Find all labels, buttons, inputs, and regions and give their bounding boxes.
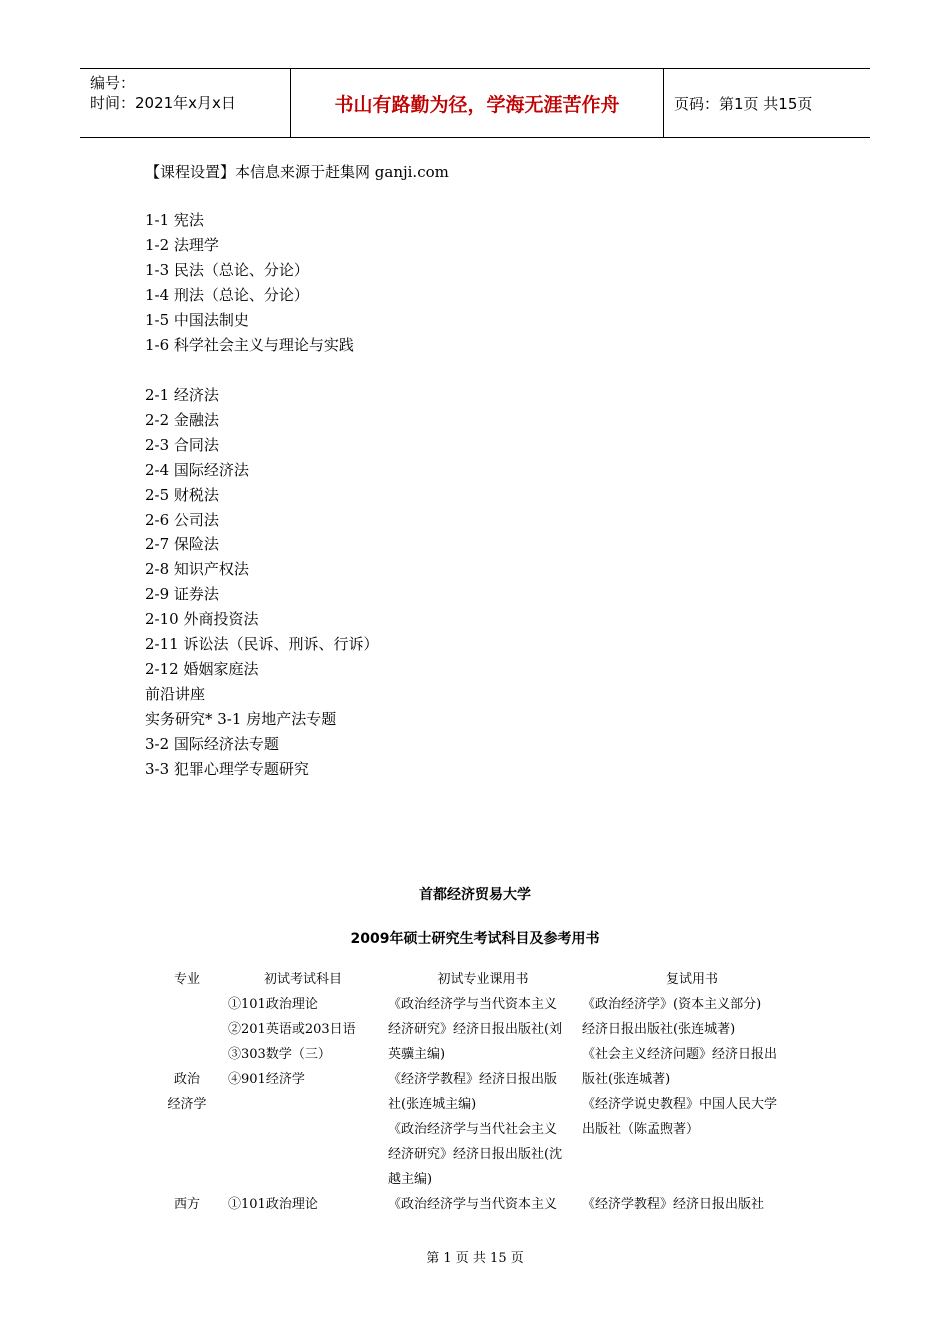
- list-item: 1-1 宪法: [145, 211, 204, 229]
- course-list-1: [145, 208, 354, 357]
- retest-cell: 《政治经济学》(资本主义部分) 经济日报出版社(张连城著) 《社会主义经济问题》经济日报出 版社(张连城著) 《经济学说史教程》中国人民大学 出版社（陈孟煦著）: [582, 997, 778, 1137]
- retest-cell: 《经济学教程》经济日报出版社: [582, 1197, 765, 1212]
- list-item: 2-6 公司法: [145, 510, 219, 529]
- list-item: 2-2 金融法: [145, 410, 219, 429]
- header-motto: 书山有路勤为径，学海无涯苦作舟: [291, 69, 664, 137]
- page-footer: 第 1 页 共 15 页: [426, 1251, 524, 1266]
- major-cell: 西方: [173, 1197, 200, 1212]
- list-item: 2-4 国际经济法: [145, 460, 249, 479]
- major-cell: 政治 经济学: [167, 1072, 207, 1112]
- list-item: 2-8 知识产权法: [145, 560, 249, 579]
- list-item: 2-5 财税法: [145, 485, 219, 504]
- exam-cell: ①101政治理论 ②201英语或203日语 ③303数学（三） ④901经济学: [228, 997, 356, 1087]
- list-item: 1-6 科学社会主义与理论与实践: [145, 335, 354, 354]
- list-item: 2-1 经济法: [145, 386, 219, 404]
- list-item: 1-3 民法（总论、分论）: [145, 260, 309, 279]
- list-item: 实务研究* 3-1 房地产法专题: [145, 709, 337, 728]
- intro-text: 【课程设置】本信息来源于赶集网 ganji.com: [145, 163, 449, 181]
- list-item: 2-11 诉讼法（民诉、刑诉、行诉）: [145, 635, 379, 654]
- list-item: 2-10 外商投资法: [145, 610, 259, 629]
- list-item: 前沿讲座: [145, 684, 206, 703]
- books-cell: 《政治经济学与当代资本主义 经济研究》经济日报出版社(刘 英骥主编) 《经济学教程》经济日报出版 社(张连城主编) 《政治经济学与当代社会主义 经济研究》经济日报出版社(沈 越主编): [388, 997, 563, 1187]
- list-item: 3-2 国际经济法专题: [145, 734, 279, 753]
- header-meta: [80, 69, 291, 137]
- header-page-label: 页码：第1页 共15页: [674, 94, 813, 113]
- header-retest: 复试用书: [665, 972, 718, 987]
- exam-cell: ①101政治理论: [228, 1197, 318, 1212]
- header-exam: 初试考试科目: [263, 972, 342, 987]
- list-item: 2-9 证券法: [145, 585, 219, 604]
- header-books: 初试专业课用书: [437, 972, 529, 987]
- page-header: [80, 68, 870, 138]
- time-label: 时间：2021年x月x日: [90, 94, 236, 112]
- list-item: 1-2 法理学: [145, 235, 219, 254]
- list-item: 3-3 犯罪心理学专题研究: [145, 759, 309, 778]
- list-item: 2-7 保险法: [145, 535, 219, 554]
- course-list-2: [145, 383, 378, 782]
- list-item: 2-12 婚姻家庭法: [145, 659, 259, 678]
- exam-subtitle: 2009年硕士研究生考试科目及参考用书: [350, 931, 600, 947]
- header-major: 专业: [173, 972, 200, 987]
- list-item: 1-5 中国法制史: [145, 310, 249, 329]
- university-title: 首都经济贸易大学: [419, 887, 531, 903]
- list-item: 2-3 合同法: [145, 435, 219, 454]
- number-label: 编号：: [90, 74, 136, 92]
- books-cell: 《政治经济学与当代资本主义: [388, 1197, 558, 1212]
- list-item: 1-4 刑法（总论、分论）: [145, 285, 309, 304]
